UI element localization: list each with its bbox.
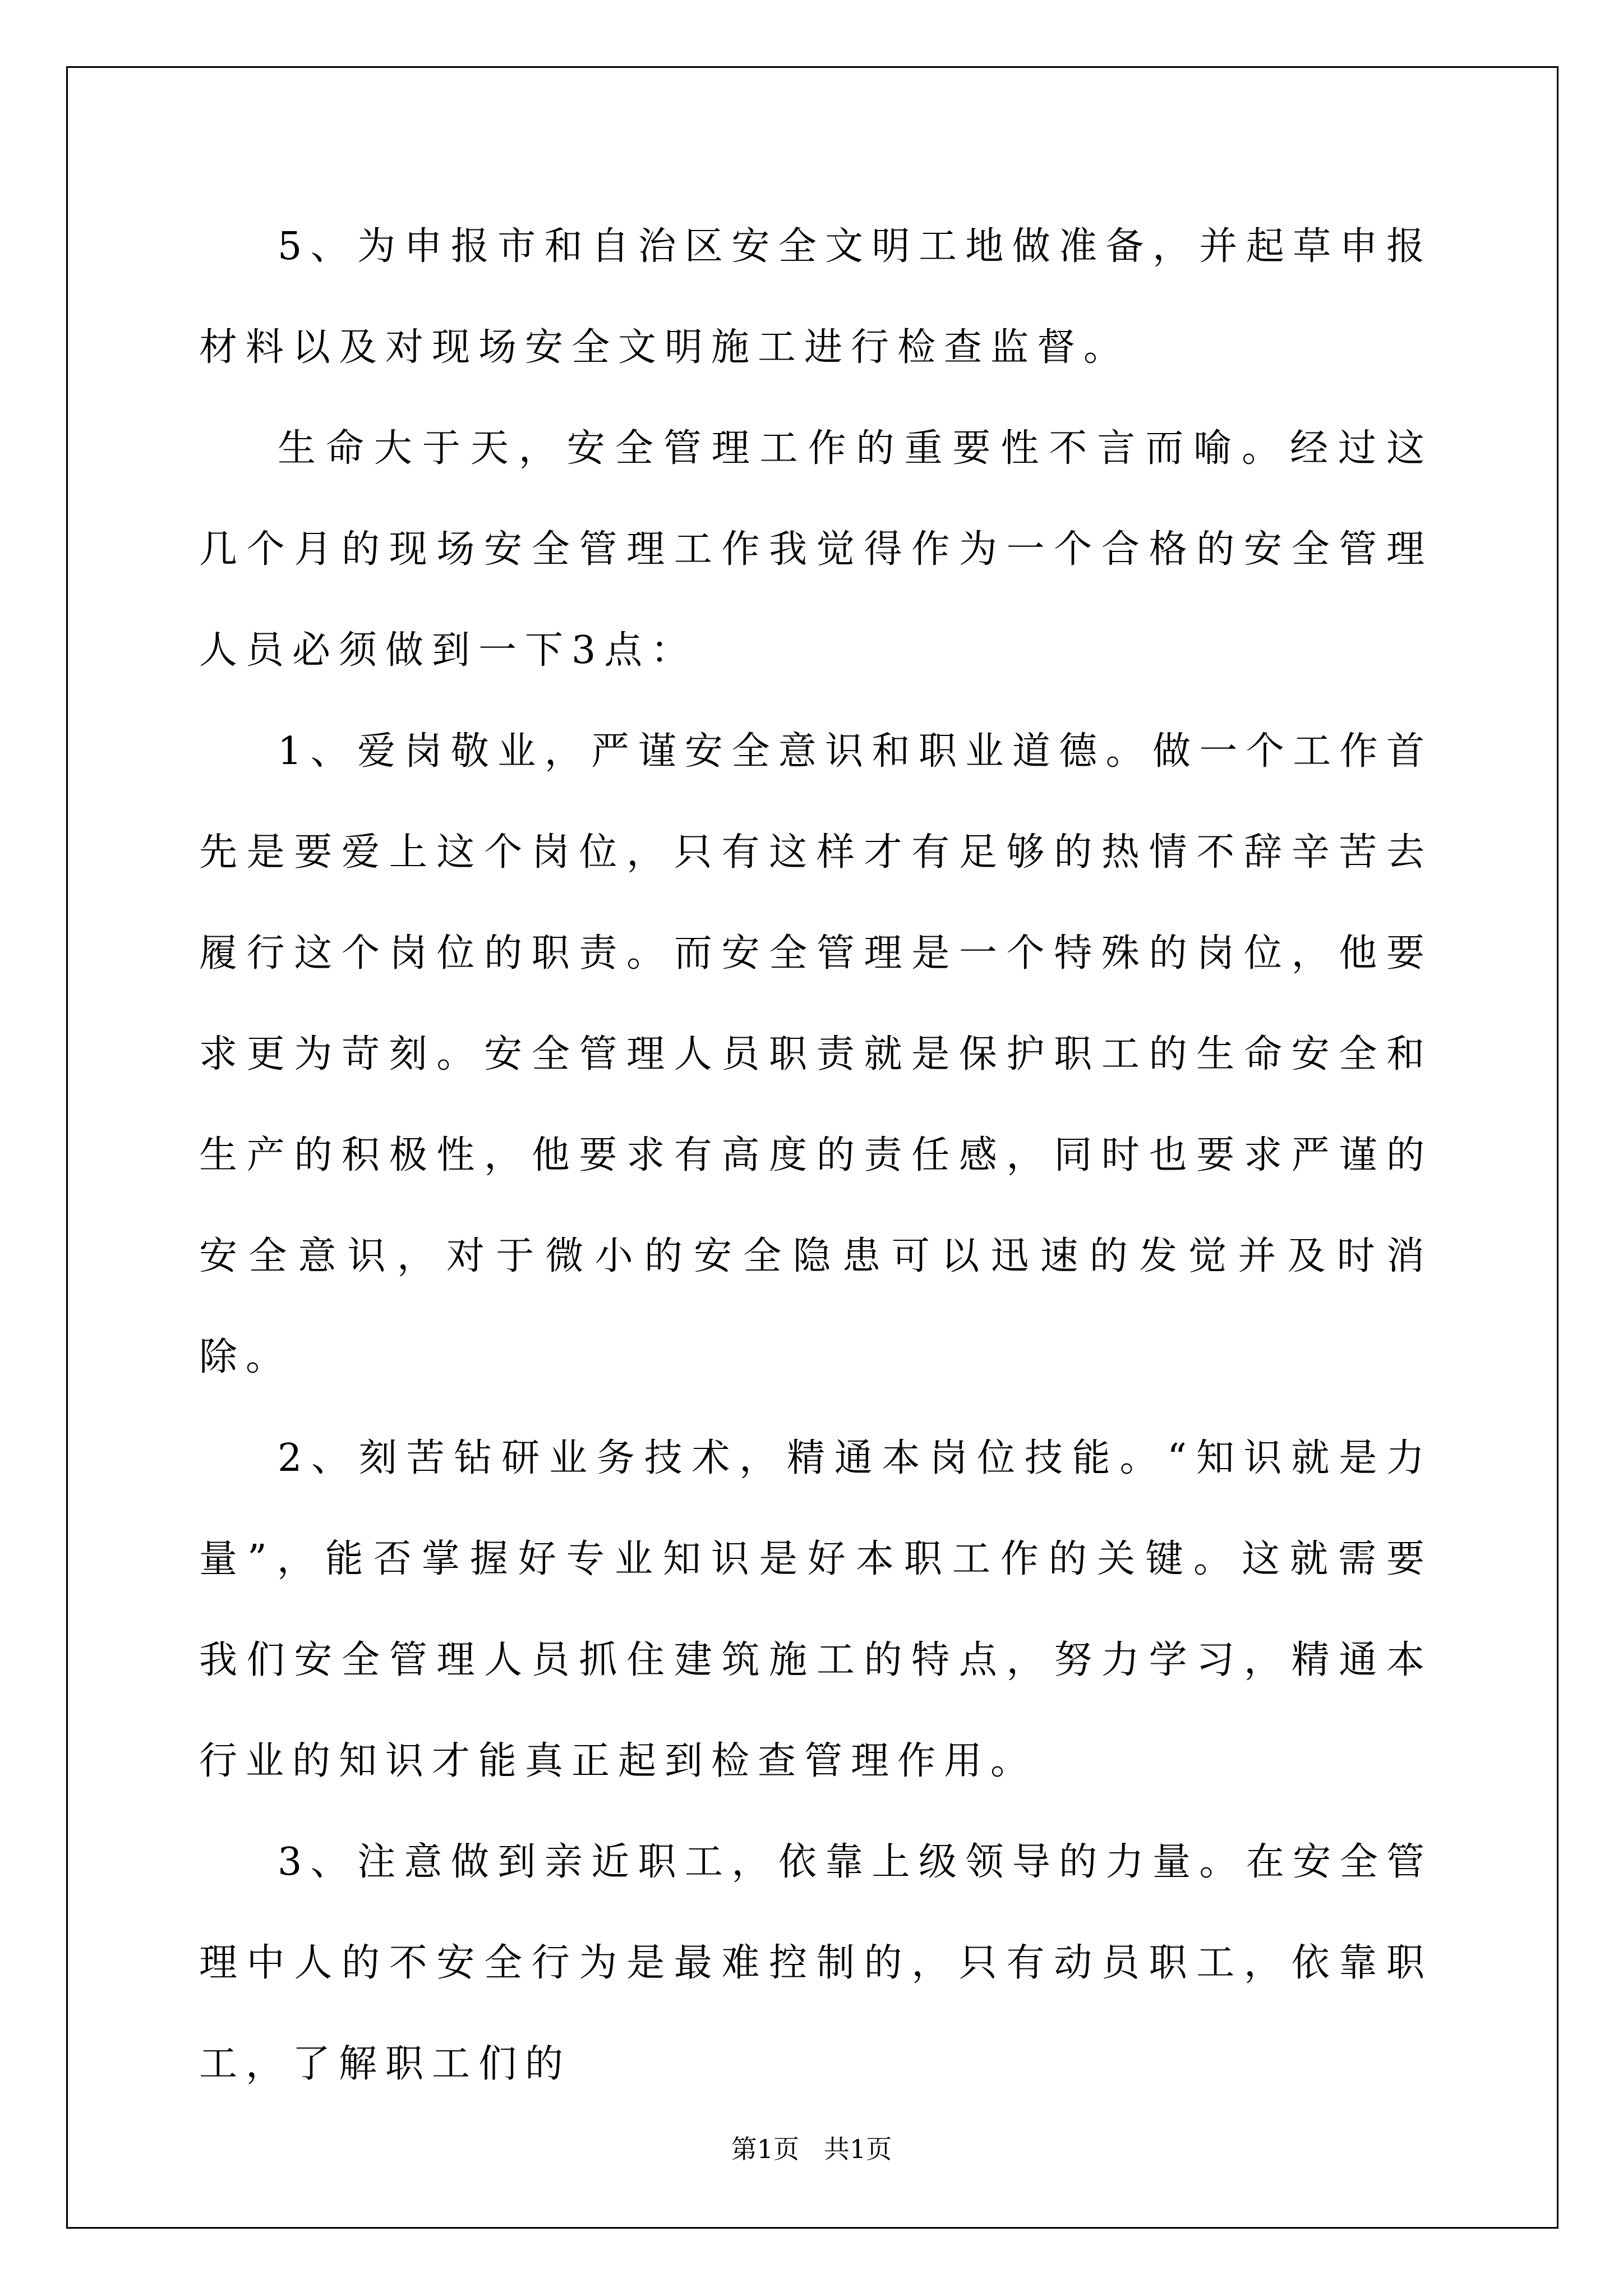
page-footer: 第1页 共1页	[731, 2134, 892, 2164]
paragraph-intro: 生命大于天，安全管理工作的重要性不言而喻。经过这几个月的现场安全管理工作我觉得作为一个合格的安全管理人员必须做到一下3点：	[199, 426, 1433, 673]
paragraph-point-1: 1、爱岗敬业，严谨安全意识和职业道德。做一个工作首先是要爱上这个岗位，只有这样才有足够的热情不辞辛苦去履行这个岗位的职责。而安全管理是一个特殊的岗位，他要求更为苛刻。安全管理人员职责就是保护职工的生命安全和生产的积极性，他要求有高度的责任感，同时也要求严谨的安全意识，对于微小的安全隐患可以迅速的发觉并及时消除。	[199, 729, 1433, 1379]
document-body	[199, 196, 1433, 2115]
paragraph-item-5: 5、为申报市和自治区安全文明工地做准备，并起草申报材料以及对现场安全文明施工进行检查监督。	[199, 224, 1433, 370]
paragraph-point-2: 2、刻苦钻研业务技术，精通本岗位技能。“知识就是力量”，能否掌握好专业知识是好本职工作的关键。这就需要我们安全管理人员抓住建筑施工的特点，努力学习，精通本行业的知识才能真正起到检查管理作用。	[199, 1436, 1433, 1783]
paragraph-point-3: 3、注意做到亲近职工，依靠上级领导的力量。在安全管理中人的不安全行为是最难控制的，只有动员职工，依靠职工，了解职工们的	[199, 1840, 1433, 2086]
